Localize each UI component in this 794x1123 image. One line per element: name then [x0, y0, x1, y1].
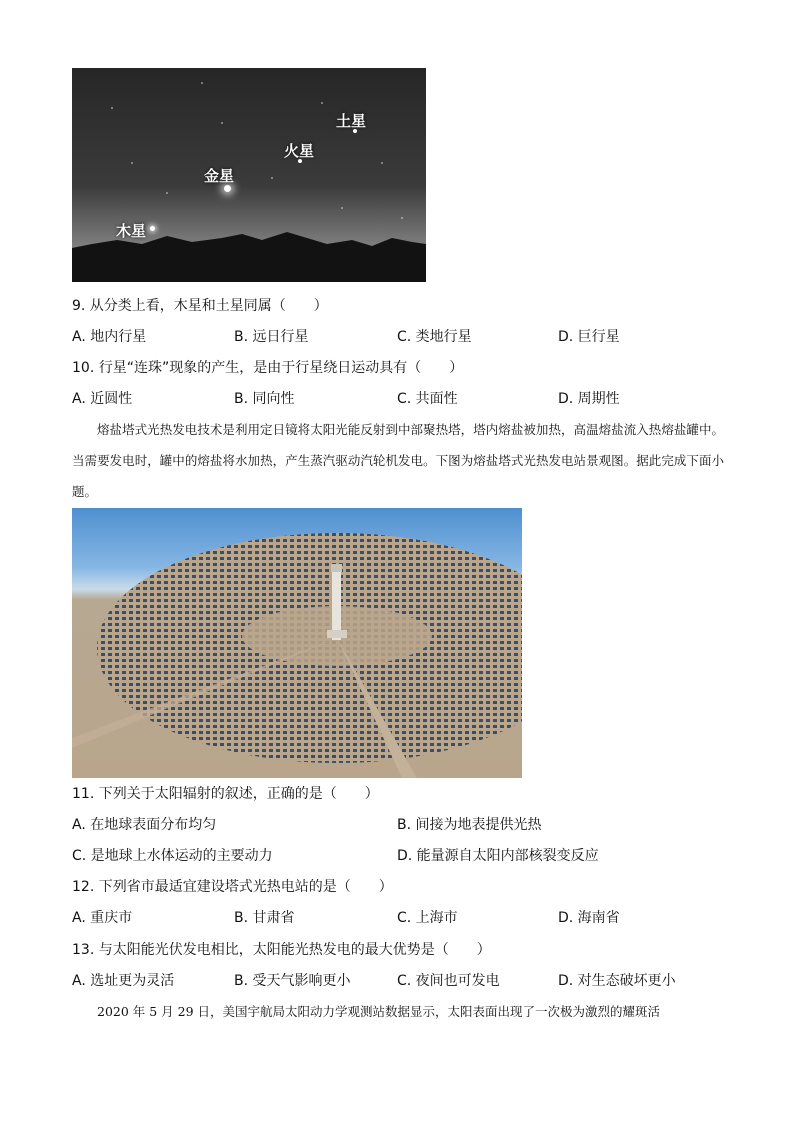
jupiter-dot: [150, 226, 155, 231]
passage-solar-thermal: 熔盐塔式光热发电技术是利用定日镜将太阳光能反射到中部聚热塔，塔内熔盐被加热，高温熔盐流入热熔盐罐中。当需要发电时，罐中的熔盐将水加热，产生蒸汽驱动汽轮机发电。下图为熔盐塔式光热发电站景观图。据此完成下面小题。: [72, 422, 724, 499]
q11-option-a: A. 在地球表面分布均匀: [72, 817, 217, 833]
q9-option-c: C. 类地行星: [397, 329, 472, 345]
solar-plant-image: [72, 508, 522, 778]
q10-option-b: B. 同向性: [234, 391, 295, 407]
q10-option-c: C. 共面性: [397, 391, 458, 407]
jupiter-label: 木星: [116, 222, 147, 240]
q10-option-d: D. 周期性: [558, 391, 620, 407]
q13-stem: 13. 与太阳能光伏发电相比，太阳能光热发电的最大优势是（ ）: [72, 942, 491, 958]
q10-option-a: A. 近圆性: [72, 391, 133, 407]
q10-stem: 10. 行星“连珠”现象的产生，是由于行星绕日运动具有（ ）: [72, 360, 464, 376]
q11-stem: 11. 下列关于太阳辐射的叙述，正确的是（ ）: [72, 786, 379, 802]
q12-option-d: D. 海南省: [558, 910, 620, 926]
venus-label: 金星: [204, 167, 235, 185]
q9-option-a: A. 地内行星: [72, 329, 147, 345]
q12-option-a: A. 重庆市: [72, 910, 133, 926]
q9-option-d: D. 巨行星: [558, 329, 620, 345]
q9-stem: 9. 从分类上看，木星和土星同属（ ）: [72, 298, 328, 314]
planet-sky-image: [72, 68, 426, 282]
q13-option-d: D. 对生态破坏更小: [558, 973, 676, 989]
q12-option-c: C. 上海市: [397, 910, 458, 926]
saturn-label: 土星: [336, 112, 367, 130]
q11-option-d: D. 能量源自太阳内部核裂变反应: [397, 848, 599, 864]
q12-option-b: B. 甘肃省: [234, 910, 295, 926]
q12-stem: 12. 下列省市最适宜建设塔式光热电站的是（ ）: [72, 879, 393, 895]
venus-dot: [224, 185, 231, 192]
heliostat-field: [72, 508, 522, 778]
mars-label: 火星: [284, 142, 315, 160]
q13-option-b: B. 受天气影响更小: [234, 973, 351, 989]
mountain-silhouette: [72, 68, 426, 282]
q11-option-c: C. 是地球上水体运动的主要动力: [72, 848, 273, 864]
q9-option-b: B. 远日行星: [234, 329, 309, 345]
q13-option-c: C. 夜间也可发电: [397, 973, 500, 989]
passage-solar-flare: 2020 年 5 月 29 日，美国宇航局太阳动力学观测站数据显示，太阳表面出现了一次极为激烈的耀斑活: [97, 1004, 661, 1019]
q13-option-a: A. 选址更为灵活: [72, 973, 175, 989]
q11-option-b: B. 间接为地表提供光热: [397, 817, 542, 833]
